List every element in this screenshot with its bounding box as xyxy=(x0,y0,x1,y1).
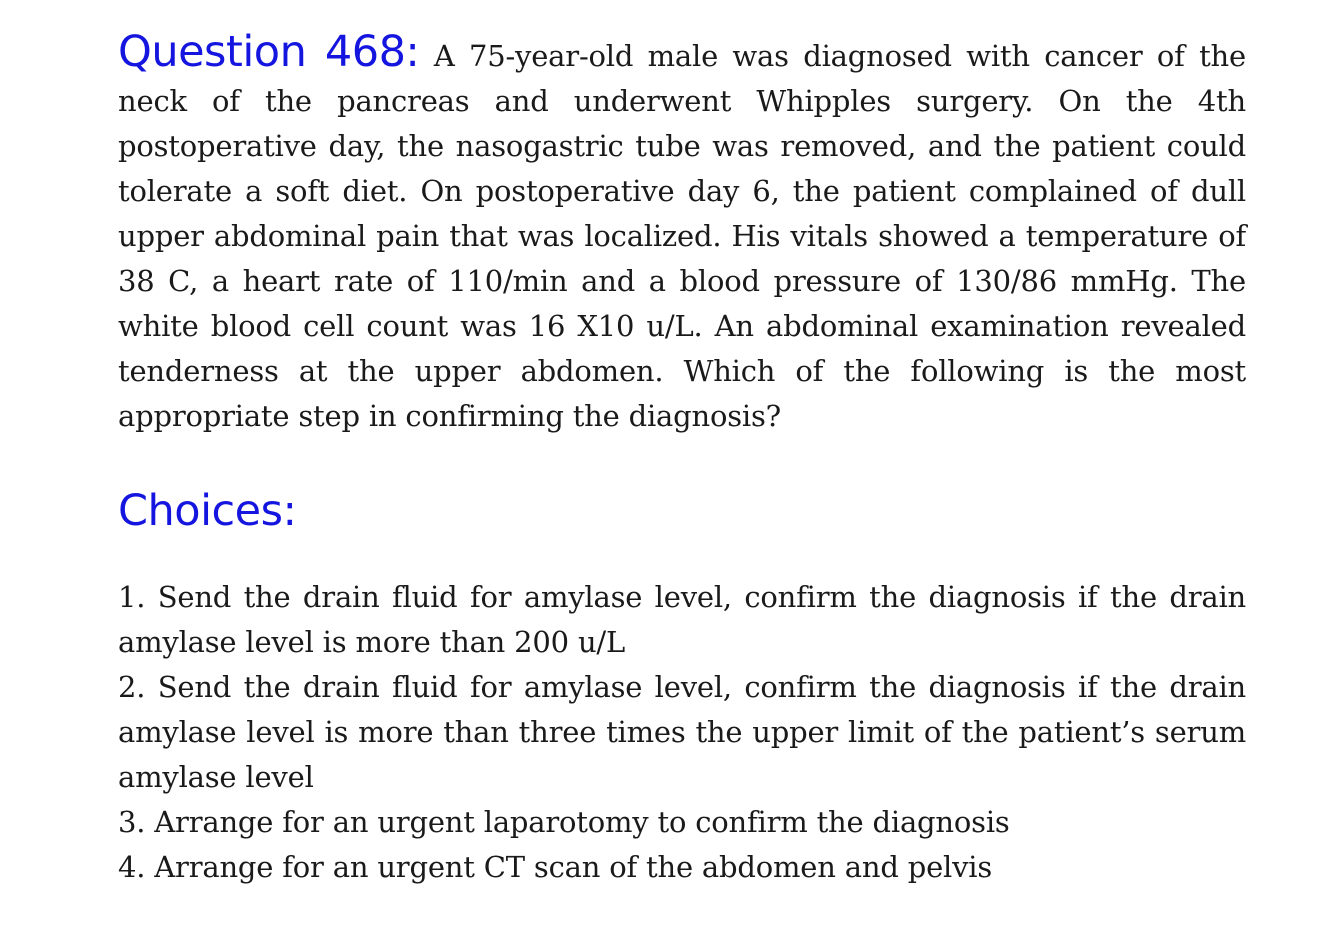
question-paragraph xyxy=(118,27,1246,439)
choices-list xyxy=(118,575,1246,890)
choice-1[interactable]: 1. Send the drain fluid for amylase level, confirm the diagnosis if the drain amylase level is more than 200 u/L xyxy=(118,580,1246,659)
question-label: Question 468: xyxy=(118,27,420,77)
choices-heading: Choices: xyxy=(118,486,297,536)
choice-2[interactable]: 2. Send the drain fluid for amylase level, confirm the diagnosis if the drain amylase level is more than three times the upper limit of the patient’s serum amylase level xyxy=(118,670,1246,794)
question-page xyxy=(118,27,1246,890)
choice-3[interactable]: 3. Arrange for an urgent laparotomy to confirm the diagnosis xyxy=(118,805,1010,839)
choice-4[interactable]: 4. Arrange for an urgent CT scan of the abdomen and pelvis xyxy=(118,850,993,884)
question-text: A 75-year-old male was diagnosed with cancer of the neck of the pancreas and underwent Whipples surgery. On the 4th postoperative day, the nasogastric tube was removed, and the patient could tolerate a soft diet. On postoperative day 6, the patient complained of dull upper abdominal pain that was localized. His vitals showed a temperature of 38 C, a heart rate of 110/min and a blood pressure of 130/86 mmHg. The white blood cell count was 16 X10 u/L. An abdominal examination revealed tenderness at the upper abdomen. Which of the following is the most appropriate step in confirming the diagnosis? xyxy=(118,39,1246,433)
